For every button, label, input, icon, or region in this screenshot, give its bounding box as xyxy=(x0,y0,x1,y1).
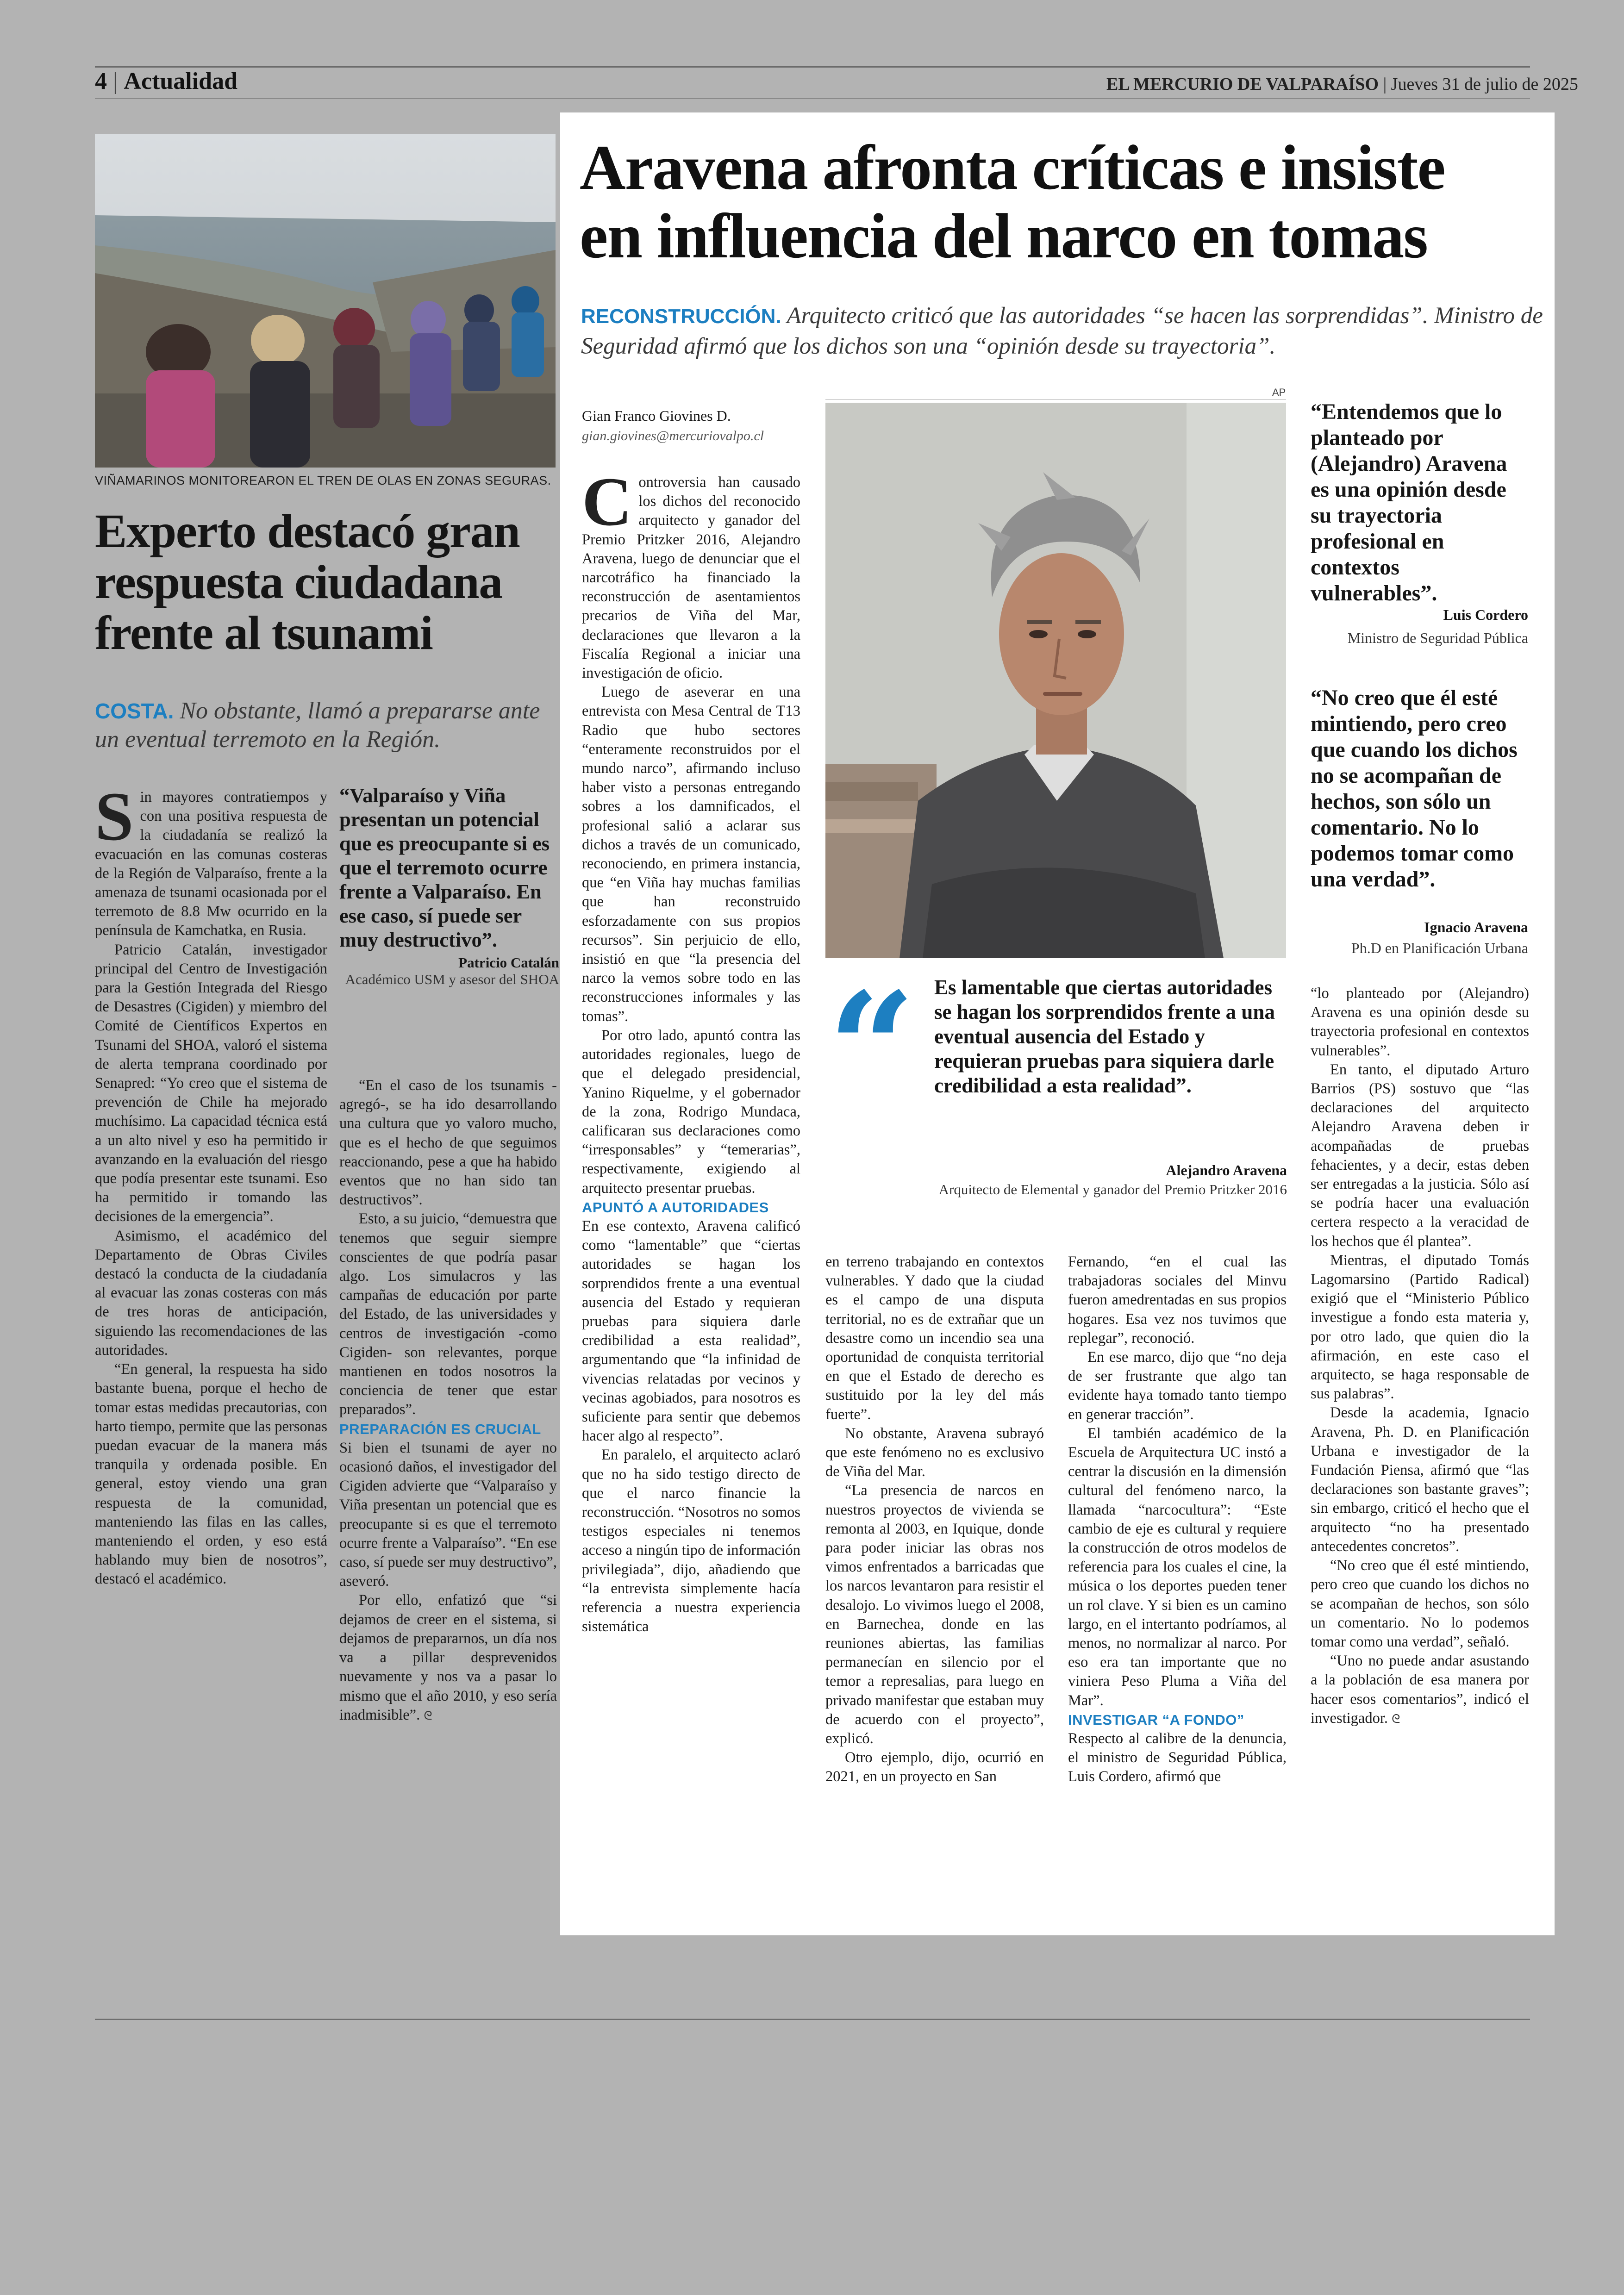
main-col4-para-3: Mientras, el diputado Tomás Lagomarsino (Partido Radical) exigió que el “Ministerio Público investigue a fondo esta materia y, por otro lado, que quien dio la afirmación, en este caso el arquitecto, se haga responsable de sus palabras”. xyxy=(1311,1252,1529,1403)
main-col3-subhead: INVESTIGAR “A FONDO” xyxy=(1068,1711,1244,1728)
main-deck xyxy=(581,301,1544,361)
left-quote: “Valparaíso y Viña presentan un potencial que es preocupante si es que el terremoto ocurre frente a Valparaíso. En ese caso, sí puede ser muy destructivo”. xyxy=(339,784,550,951)
main-col2-para-2: No obstante, Aravena subrayó que este fenómeno no es exclusivo de Viña del Mar. xyxy=(825,1425,1044,1480)
left-dropcap: S xyxy=(95,778,134,855)
main-headline-line-2: en influencia del narco en tomas xyxy=(580,200,1427,271)
byline: Gian Franco Giovines D. xyxy=(582,407,731,424)
main-headline-line-1: Aravena afronta críticas e insiste xyxy=(580,132,1445,203)
left-col1-para-4: “En general, la respuesta ha sido bastante buena, porque el hecho de tomar estas medidas precautorias, con harto tiempo, permite que las personas puedan evacuar de la manera más tranquila y ordenada posible. En general, estoy viendo una gran respuesta de la comunidad, manteniendo las filas en las calles, manteniendo el orden, y eso está hablando muy bien de nosotros”, destacó el académico. xyxy=(95,1361,327,1588)
main-col2-para-4: Otro ejemplo, dijo, ocurrió en 2021, en un proyecto en San xyxy=(825,1749,1044,1785)
left-col2-para-1: “En el caso de los tsunamis -agregó-, se ha ido desarrollando una cultura que yo valoro mucho, que es el hecho de que seguimos reaccionando, pese a que ha habido eventos que no han sido tan destructivos”. xyxy=(339,1077,557,1209)
main-column-2 xyxy=(825,1253,1044,1787)
left-col1-para-2: Patricio Catalán, investigador principal del Centro de Investigación para la Gestión Integrada del Riesgo de Desastres (Cigiden) y miembro del Comité de Científicos Expertos en Tsunami del SHOA, valoró el sistema de alerta temprana coordinado por Senapred: “Yo creo que el sistema de prevención de Chile ha mejorado muchísimo. La capacidad técnica está a un alto nivel y eso ha permitido ir avanzando en la evaluación del riesgo que podía presentar este tsunami. Eso ha permitido ir tomando las decisiones de la emergencia”. xyxy=(95,941,327,1225)
main-col4-para-4: Desde la academia, Ignacio Aravena, Ph. D. en Planificación Urbana e investigador de la Fundación Piensa, afirmó que “las declaraciones son bastante graves”; sin embargo, criticó el hecho que el arquitecto “no ha presentado antecedentes concretos”. xyxy=(1311,1404,1529,1555)
main-col2-para-3: “La presencia de narcos en nuestros proyectos de vivienda se remonta al 2003, en Iquique, donde para poder iniciar las obras nos vimos enfrentados a barricadas que los narcos levantaron para resistir el desalojo. Lo vivimos luego el 2008, en Barnechea, donde en las reuniones abiertas, las familias permanecían en silencio por el temor a represalias, para luego en privado manifestar que estaban muy de acuerdo con el proyecto”, explicó. xyxy=(825,1482,1044,1747)
left-quote-role: Académico USM y asesor del SHOA xyxy=(345,971,559,987)
main-deck-text: Arquitecto criticó que las autoridades “se hacen las sorprendidas”. Ministro de Seguridad afirmó que los dichos son una “opinión desde su trayectoria”. xyxy=(581,303,1543,359)
main-column-1 xyxy=(582,463,800,1636)
left-column-2 xyxy=(339,1076,557,1725)
main-col1-para-1-text: ontroversia han causado los dichos del reconocido arquitecto y ganador del Premio Pritzker 2016, Alejandro Aravena, luego de denunciar que el narcotráfico ha financiado la reconstrucción de asentamientos precarios de Viña del Mar, declaraciones que llevaron a la Fiscalía Regional a iniciar una investigación de oficio. xyxy=(582,474,800,682)
main-col1-para-2: Luego de aseverar en una entrevista con Mesa Central de T13 Radio que hubo sectores “enteramente reconstruidos por el mundo narco”, afirmando incluso haber visto a personas entregando sobres a los damnificados, el profesional salió a aclarar sus dichos a través de un comunicado, reconociendo, en primera instancia, que “en Viña hay muchas familias que han reconstruido esforzadamente con sus propios recursos”. Sin perjuicio de ello, insistió en que “la presencia del narco la vemos sobre todo en las reconstrucciones informales y las tomas”. xyxy=(582,684,800,1025)
left-col1-para-1 xyxy=(95,778,327,941)
page-section-label: 4 | Actualidad xyxy=(95,68,238,94)
main-col3-para-3: El también académico de la Escuela de Arquitectura UC instó a centrar la discusión en la dimensión cultural del fenómeno narco, la llamada “narcocultura”: “Este cambio de eje es cultural y requiere la construcción de otros modelos de referencia para los cuales el cine, la música o los deportes pueden tener un rol clave. Y si bien es un camino largo, en el intertanto podríamos, al menos, no normalizar al narco. Por eso era tan importante que no viniera Peso Pluma a Viña del Mar”. xyxy=(1068,1425,1287,1709)
main-col4-para-6 xyxy=(1311,1652,1529,1728)
header-rule-bottom xyxy=(95,98,1530,99)
main-col3-para-1: Fernando, “en el cual las trabajadoras sociales del Minvu fueron amedrentadas en sus propios hogares. Esa vez nos tuvimos que replegar”, reconoció. xyxy=(1068,1254,1287,1347)
main-col1-para-3: Por otro lado, apuntó contra las autoridades regionales, luego de que el delegado presidencial, Yanino Riquelme, y el gobernador de la zona, Rodrigo Mundaca, calificaran sus declaraciones como “irresponsables” y “temerarias”, respectivamente, exigiendo al arquitecto presentar pruebas. xyxy=(582,1027,800,1197)
aravena-portrait-drawing xyxy=(825,403,1286,958)
photo-top-rule xyxy=(825,399,1286,400)
left-col1-para-3: Asimismo, el académico del Departamento de Obras Civiles destacó la conducta de la ciudadanía al evacuar las zonas costeras con más de tres horas de anticipación, siguiendo las recomendaciones de las autoridades. xyxy=(95,1227,327,1359)
header-rule-top xyxy=(95,66,1530,68)
aravena-portrait xyxy=(825,403,1286,958)
main-col3-para-4: Respecto al calibre de la denuncia, el ministro de Seguridad Pública, Luis Cordero, afirmó que xyxy=(1068,1730,1287,1785)
side-quote-1-name: Luis Cordero xyxy=(1443,606,1528,623)
photo-caption: VIÑAMARINOS MONITOREARON EL TREN DE OLAS EN ZONAS SEGURAS. xyxy=(95,474,551,487)
left-deck xyxy=(95,697,562,754)
main-col2-para-1: en terreno trabajando en contextos vulnerables. Y dado que la ciudad es el campo de una disputa territorial, no es de extrañar que un desastre como un incendio sea una oportunidad de conquista territorial en que el Estado de derecho es sustituido por la ley del más fuerte”. xyxy=(825,1254,1044,1423)
side-quote-1: “Entendemos que lo planteado por (Alejandro) Aravena es una opinión desde su trayectoria profesional en contextos vulnerables”. xyxy=(1311,399,1507,605)
side-quote-1-role: Ministro de Seguridad Pública xyxy=(1347,630,1528,646)
main-col1-para-5: En paralelo, el arquitecto aclaró que no ha sido testigo directo de que el narco financie la reconstrucción. “Nosotros no somos testigos especiales ni tenemos acceso a ningún tipo de información privilegiada”, dijo, añadiendo que “la entrevista simplemente hacía referencia a nuestra experiencia sistemática xyxy=(582,1447,800,1635)
tsunami-photo-drawing xyxy=(95,134,556,468)
left-deck-text: No obstante, llamó a prepararse ante un eventual terremoto en la Región. xyxy=(95,698,540,753)
photo-credit: AP xyxy=(1272,387,1286,398)
left-col2-subhead: PREPARACIÓN ES CRUCIAL xyxy=(339,1421,541,1437)
issue-date: Jueves 31 de julio de 2025 xyxy=(1391,75,1578,94)
main-col4-para-2: En tanto, el diputado Arturo Barrios (PS) sostuvo que “las declaraciones del arquitecto Alejandro Aravena deben ir acompañadas de pruebas fehacientes, y a decir, estas deben ser entregadas a la justicia. Sólo así se podría hacer una evaluación certera respecto a la veracidad de los hechos que él plantea”. xyxy=(1311,1061,1529,1250)
left-quote-box xyxy=(339,783,559,988)
left-col2-para-3: Si bien el tsunami de ayer no ocasionó daños, el investigador del Cigiden advierte que “Valparaíso y Viña presentan un potencial que es preocupante si es que el terremoto ocurre frente a Valparaíso”. “En ese caso, sí puede ser muy destructivo”, aseveró. xyxy=(339,1439,557,1590)
main-col3-para-2: En ese marco, dijo que “no deja de ser frustrante que algo tan evidente haya tomado tanto tiempo en generar tracción”. xyxy=(1068,1349,1287,1423)
footer-rule xyxy=(95,2019,1530,2020)
main-col1-para-1 xyxy=(582,463,800,683)
main-col4-para-6-text: “Uno no puede andar asustando a la población de esa manera por hacer esos comentarios”, indicó el investigador. xyxy=(1311,1653,1529,1727)
main-kicker: RECONSTRUCCIÓN. xyxy=(581,305,781,328)
byline-email: gian.giovines@mercuriovalpo.cl xyxy=(582,428,764,443)
left-quote-name: Patricio Catalán xyxy=(458,954,559,971)
pullquote-name: Alejandro Aravena xyxy=(1166,1162,1287,1179)
page-number: 4 xyxy=(95,68,107,94)
side-quote-2-role: Ph.D en Planificación Urbana xyxy=(1351,940,1528,956)
main-dropcap: C xyxy=(582,463,632,540)
end-mark-icon: ᘓ xyxy=(1392,1712,1400,1726)
left-col2-para-4-text: Por ello, enfatizó que “si dejamos de creer en el sistema, si dejamos de prepararnos, un día nos va a pillar desprevenidos nuevamente y nos va a pasar lo mismo que el año 2010, y eso sería inadmisible”. xyxy=(339,1592,557,1723)
main-col4-para-1: “lo planteado por (Alejandro) Aravena es una opinión desde su trayectoria profesional en contextos vulnerables”. xyxy=(1311,985,1529,1059)
main-col1-para-4: En ese contexto, Aravena calificó como “lamentable” que “ciertas autoridades se hagan los sorprendidos frente a una eventual ausencia del Estado y requieran pruebas para siquiera darle credibilidad a esta realidad”, argumentando que “la infinidad de vivencias relatadas por vecinos y vecinas agobiados, para nosotros es suficiente para sentir que debemos hacer algo al respecto”. xyxy=(582,1217,800,1445)
left-col2-para-2: Esto, a su juicio, “demuestra que tenemos que seguir siempre conscientes de que podría pasar algo. Los simulacros y las campañas de educación por parte del Estado, de las universidades y centros de investigación -como Cigiden- son relevantes, porque mantienen en todos nosotros la conciencia de tener que estar preparados”. xyxy=(339,1210,557,1418)
tsunami-photo xyxy=(95,134,556,468)
main-col1-subhead: APUNTÓ A AUTORIDADES xyxy=(582,1199,769,1216)
newspaper-dateline: EL MERCURIO DE VALPARAÍSO | Jueves 31 de julio de 2025 xyxy=(1106,75,1578,94)
section-name: Actualidad xyxy=(124,68,238,94)
left-col2-para-4 xyxy=(339,1591,557,1725)
main-column-4 xyxy=(1311,984,1529,1728)
pullquote-mark-icon: “ xyxy=(828,959,916,1138)
left-kicker: COSTA. xyxy=(95,699,174,723)
pullquote-role: Arquitecto de Elemental y ganador del Premio Pritzker 2016 xyxy=(938,1181,1287,1197)
newspaper-name: EL MERCURIO DE VALPARAÍSO xyxy=(1106,75,1379,94)
end-mark-icon: ᘓ xyxy=(424,1709,432,1722)
side-quote-2-name: Ignacio Aravena xyxy=(1424,919,1528,935)
main-column-3 xyxy=(1068,1253,1287,1787)
left-column-1 xyxy=(95,778,327,1589)
left-col1-para-1-text: in mayores contratiempos y con una positiva respuesta de la ciudadanía se realizó la evacuación en las comunas costeras de la Región de Valparaíso, frente a la amenaza de tsunami ocasionada por el terremoto de 8.8 Mw ocurrido en la península de Kamchatka, en Rusia. xyxy=(95,789,327,939)
pullquote: Es lamentable que ciertas autoridades se hagan los sorprendidos frente a una eventual ausencia del Estado y requieran pruebas para siquiera darle credibilidad a esta realidad”. xyxy=(934,976,1275,1097)
side-quote-2: “No creo que él esté mintiendo, pero creo que cuando los dichos no se acompañan de hechos, son sólo un comentario. No lo podemos tomar como una verdad”. xyxy=(1311,686,1518,892)
main-col4-para-5: “No creo que él esté mintiendo, pero creo que cuando los dichos no se acompañan de hechos, son sólo un comentario. No lo podemos tomar como una verdad”, señaló. xyxy=(1311,1557,1529,1650)
left-headline: Experto destacó gran respuesta ciudadana frente al tsunami xyxy=(95,505,520,660)
